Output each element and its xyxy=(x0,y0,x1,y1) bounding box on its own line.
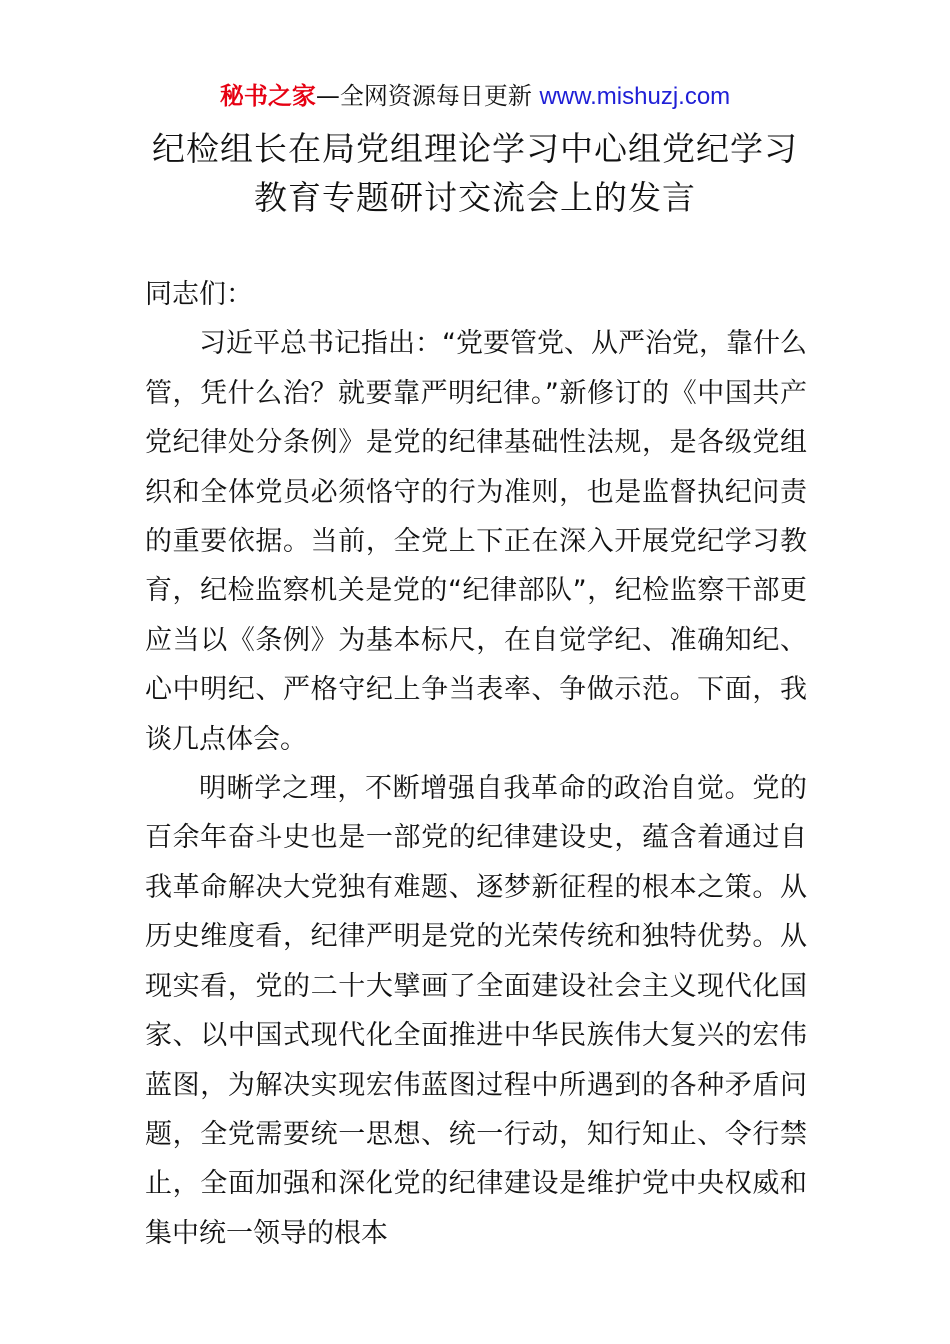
title-line-1: 纪检组长在局党组理论学习中心组党纪学习 xyxy=(152,129,798,168)
paragraph-intro: 习近平总书记指出：“党要管党、从严治党，靠什么管，凭什么治？就要靠严明纪律。”新修订的《中国共产党纪律处分条例》是党的纪律基础性法规，是各级党组织和全体党员必须恪守的行为准则，也是监督执纪问责的重要依据。当前，全党上下正在深入开展党纪学习教育，纪检监察机关是党的“纪律部队”，纪检监察干部更应当以《条例》为基本标尺，在自觉学纪、准确知纪、心中明纪、严格守纪上争当表率、争做示范。下面，我谈几点体会。 xyxy=(145,328,807,755)
source-header xyxy=(0,80,950,113)
site-name: 秘书之家 xyxy=(219,82,316,110)
title-line-2: 教育专题研讨交流会上的发言 xyxy=(254,178,696,217)
salutation: 同志们： xyxy=(145,279,253,310)
document-body xyxy=(145,270,807,1258)
document-title xyxy=(0,124,950,222)
paragraph-section-1: 明晰学之理，不断增强自我革命的政治自觉。党的百余年奋斗史也是一部党的纪律建设史，蕴含着通过自我革命解决大党独有难题、逐梦新征程的根本之策。从历史维度看，纪律严明是党的光荣传统和独特优势。从现实看，党的二十大擘画了全面建设社会主义现代化国家、以中国式现代化全面推进中华民族伟大复兴的宏伟蓝图，为解决实现宏伟蓝图过程中所遇到的各种矛盾问题，全党需要统一思想、统一行动，知行知止、令行禁止，全面加强和深化党的纪律建设是维护党中央权威和集中统一领导的根本 xyxy=(145,773,807,1249)
site-url-link[interactable]: www.mishuzj.com xyxy=(539,83,731,110)
site-tagline: —全网资源每日更新 xyxy=(315,82,532,110)
